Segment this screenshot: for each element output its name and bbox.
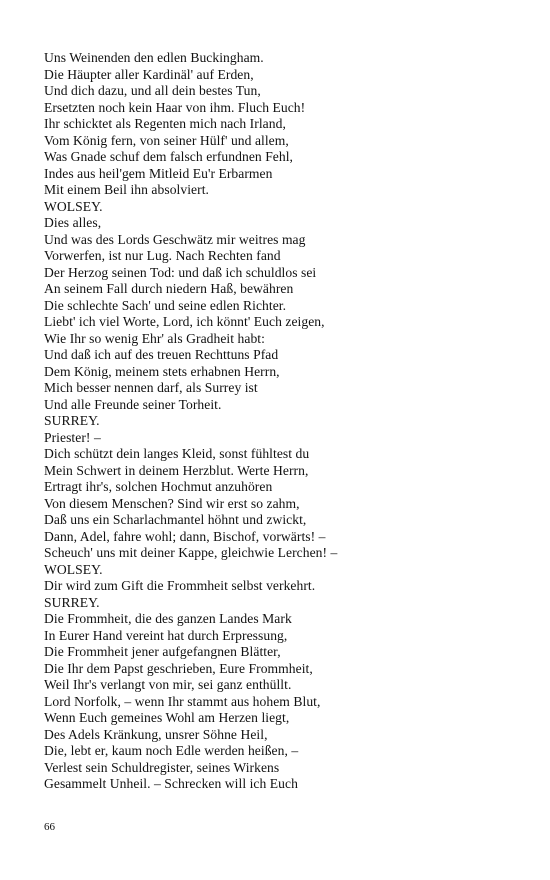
- speaker-name: WOLSEY.: [44, 198, 103, 214]
- text-line: Und daß ich auf des treuen Rechttuns Pfad: [44, 347, 279, 362]
- text-line: Mit einem Beil ihn absolviert.: [44, 182, 209, 197]
- speaker-name: WOLSEY.: [44, 561, 103, 577]
- text-line: Dann, Adel, fahre wohl; dann, Bischof, vorwärts! –: [44, 528, 326, 544]
- text-line: Wie Ihr so wenig Ehr' als Gradheit habt:: [44, 330, 265, 346]
- text-line: Und alle Freunde seiner Torheit.: [44, 396, 222, 412]
- play-text: [44, 50, 524, 793]
- page-number: 66: [44, 821, 55, 833]
- text-line: Priester! –: [44, 429, 101, 445]
- text-line: Die, lebt er, kaum noch Edle werden heißen, –: [44, 743, 299, 758]
- text-line: Was Gnade schuf dem falsch erfundnen Fehl,: [44, 149, 294, 164]
- text-line: Ihr schicktet als Regenten mich nach Irland,: [44, 116, 286, 131]
- text-line: Ersetzten noch kein Haar von ihm. Fluch Euch!: [44, 99, 306, 115]
- text-line: Uns Weinenden den edlen Buckingham.: [44, 50, 264, 65]
- text-line: Mein Schwert in deinem Herzblut. Werte Herrn,: [44, 462, 309, 478]
- text-line: Wenn Euch gemeines Wohl am Herzen liegt,: [44, 710, 290, 725]
- text-line: Die Frommheit jener aufgefangnen Blätter,: [44, 644, 281, 659]
- text-line: Indes aus heil'gem Mitleid Eu'r Erbarmen: [44, 165, 273, 181]
- text-line: Und was des Lords Geschwätz mir weitres mag: [44, 231, 306, 247]
- text-line: Der Herzog seinen Tod: und daß ich schuldlos sei: [44, 264, 317, 280]
- text-line: Gesammelt Unheil. – Schrecken will ich Euch: [44, 776, 298, 791]
- text-line: Verlest sein Schuldregister, seines Wirkens: [44, 759, 280, 775]
- text-line: Ertragt ihr's, solchen Hochmut anzuhören: [44, 479, 273, 494]
- speaker-name: SURREY.: [44, 594, 100, 610]
- text-line: Liebt' ich viel Worte, Lord, ich könnt' Euch zeigen,: [44, 314, 325, 329]
- text-line: Dich schützt dein langes Kleid, sonst fühltest du: [44, 446, 310, 461]
- text-line: Vorwerfen, ist nur Lug. Nach Rechten fand: [44, 248, 281, 263]
- text-line: Von diesem Menschen? Sind wir erst so zahm,: [44, 495, 300, 511]
- text-line: Dir wird zum Gift die Frommheit selbst verkehrt.: [44, 578, 316, 593]
- text-line: In Eurer Hand vereint hat durch Erpressung,: [44, 627, 288, 643]
- text-line: Daß uns ein Scharlachmantel höhnt und zwickt,: [44, 512, 307, 527]
- text-line: Mich besser nennen darf, als Surrey ist: [44, 380, 258, 395]
- text-line: Und dich dazu, und all dein bestes Tun,: [44, 83, 261, 98]
- text-line: Die schlechte Sach' und seine edlen Richter.: [44, 297, 287, 313]
- text-line: Weil Ihr's verlangt von mir, sei ganz enthüllt.: [44, 677, 292, 692]
- text-line: Lord Norfolk, – wenn Ihr stammt aus hohem Blut,: [44, 693, 321, 709]
- text-line: Die Häupter aller Kardinäl' auf Erden,: [44, 66, 254, 82]
- text-line: Die Ihr dem Papst geschrieben, Eure Frommheit,: [44, 660, 313, 676]
- text-line: Dies alles,: [44, 215, 102, 230]
- text-line: Dem König, meinem stets erhabnen Herrn,: [44, 363, 280, 379]
- text-line: Die Frommheit, die des ganzen Landes Mark: [44, 611, 292, 626]
- text-line: Vom König fern, von seiner Hülf' und allem,: [44, 132, 289, 148]
- text-line: An seinem Fall durch niedern Haß, bewähren: [44, 281, 294, 296]
- text-line: Des Adels Kränkung, unsrer Söhne Heil,: [44, 726, 268, 742]
- text-line: Scheuch' uns mit deiner Kappe, gleichwie Lerchen! –: [44, 545, 338, 560]
- speaker-name: SURREY.: [44, 413, 100, 428]
